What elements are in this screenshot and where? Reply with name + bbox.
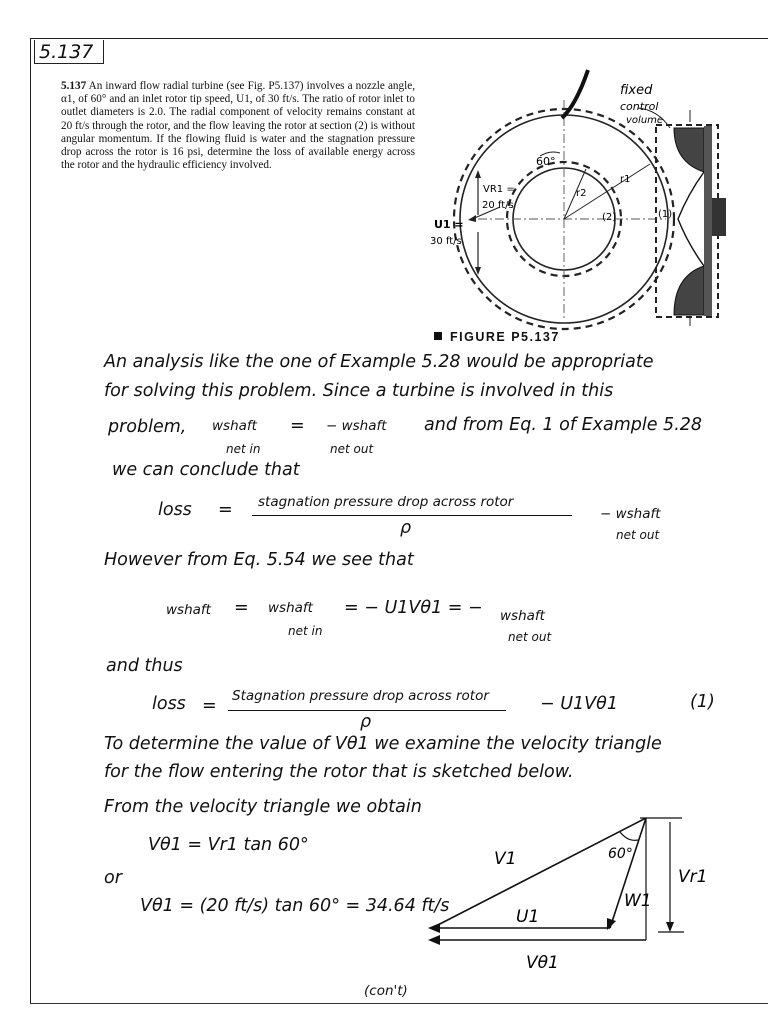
nozzle-angle-label: 60°	[536, 155, 556, 168]
loss-label-2: loss	[152, 694, 186, 714]
problem-statement	[61, 80, 415, 172]
casing-section	[638, 108, 726, 326]
triangle-u1-label: U1	[516, 907, 540, 927]
net-out-label-2: net out	[616, 528, 660, 542]
problem-number-box: 5.137	[34, 40, 104, 64]
section-1-label: (1)	[658, 209, 673, 220]
problem-number: 5.137	[61, 80, 87, 92]
r2-label: r2	[576, 188, 587, 199]
continued-label: (con't)	[364, 983, 408, 999]
figure-caption: FIGURE P5.137	[434, 330, 560, 344]
minus-wshaft-net-out: − wshaft	[326, 418, 387, 434]
minus-u1-vtheta1: − U1Vθ1	[540, 694, 618, 714]
wshaft-eq-lhs: wshaft	[166, 602, 211, 618]
fixed-cv-line2: control	[620, 100, 659, 113]
net-out-label-3: net out	[508, 630, 552, 644]
wshaft-net-out-2: wshaft	[500, 608, 545, 624]
minus-wshaft-1: − wshaft	[600, 506, 661, 522]
rho-2: ρ	[360, 712, 372, 732]
solution-line-3b: and from Eq. 1 of Example 5.28	[424, 415, 703, 435]
solution-line-2: for solving this problem. Since a turbine is involved in this	[104, 381, 614, 401]
triangle-vr1-label: Vr1	[678, 867, 708, 887]
loss-label-1: loss	[158, 500, 192, 520]
wshaft-net-in: wshaft	[212, 418, 257, 434]
stagnation-numerator-1: stagnation pressure drop across rotor	[258, 494, 514, 510]
solution-line-4: we can conclude that	[112, 460, 300, 480]
fixed-cv-line1: fixed	[620, 83, 653, 98]
triangle-angle-label: 60°	[608, 846, 633, 862]
solution-line-7: To determine the value of Vθ1 we examine the velocity triangle	[104, 734, 662, 754]
solution-line-3a: problem,	[108, 417, 187, 437]
equation-vtheta1: Vθ1 = Vr1 tan 60°	[148, 835, 309, 855]
euler-equation: = − U1Vθ1 = −	[344, 598, 483, 618]
equals-1: =	[290, 416, 305, 436]
vr1-label: VR1 =	[483, 184, 515, 195]
vr1-value: 20 ft/s	[482, 200, 514, 211]
solution-line-8: for the flow entering the rotor that is sketched below.	[104, 762, 574, 782]
fraction-bar-1	[252, 515, 572, 516]
page-border-left	[30, 38, 31, 1004]
page-border-top	[30, 38, 768, 39]
solution-line-5: However from Eq. 5.54 we see that	[104, 550, 414, 570]
solution-line-9: From the velocity triangle we obtain	[104, 797, 422, 817]
fixed-cv-line3: volume	[626, 115, 664, 126]
triangle-w1-label: W1	[624, 891, 652, 911]
u1-label: U1 =	[434, 218, 464, 231]
net-in-label-2: net in	[288, 624, 323, 638]
net-out-label-1: net out	[330, 442, 374, 456]
fraction-bar-2	[228, 710, 506, 711]
equation-vtheta1-value: Vθ1 = (20 ft/s) tan 60° = 34.64 ft/s	[140, 896, 450, 916]
solution-line-6: and thus	[106, 656, 183, 676]
equals-3: =	[234, 598, 249, 618]
r1-label: r1	[620, 174, 631, 185]
u1-value: 30 ft/s	[430, 236, 462, 247]
solution-line-1: An analysis like the one of Example 5.28 would be appropriate	[104, 352, 654, 372]
triangle-vtheta1-label: Vθ1	[526, 953, 559, 973]
turbine-figure	[430, 70, 738, 330]
wshaft-net-in-2: wshaft	[268, 600, 313, 616]
equation-number-1: (1)	[690, 692, 715, 712]
or-label: or	[104, 868, 122, 888]
section-2-label: (2)	[602, 212, 617, 223]
velocity-triangle	[424, 808, 724, 988]
triangle-v1-label: V1	[494, 849, 517, 869]
page-border-bottom	[30, 1003, 768, 1004]
stagnation-numerator-2: Stagnation pressure drop across rotor	[232, 688, 489, 704]
equals-2: =	[218, 500, 233, 520]
net-in-label: net in	[226, 442, 261, 456]
equals-4: =	[202, 696, 217, 716]
problem-text: An inward flow radial turbine (see Fig. P5.137) involves a nozzle angle, α1, of 60° and an inlet rotor tip speed, U1, of 30 ft/s. The ratio of rotor inlet to outlet diameters is 2.0. The radial component of velocity remains constant at 20 ft/s through the rotor, and the flow leaving the rotor at section (2) is without angular momentum. If the flowing fluid is water and the stagnation pressure drop across the rotor is 16 psi, determine the loss of available energy across the rotor and the hydraulic efficiency involved.	[61, 80, 415, 172]
rho-1: ρ	[400, 518, 412, 538]
